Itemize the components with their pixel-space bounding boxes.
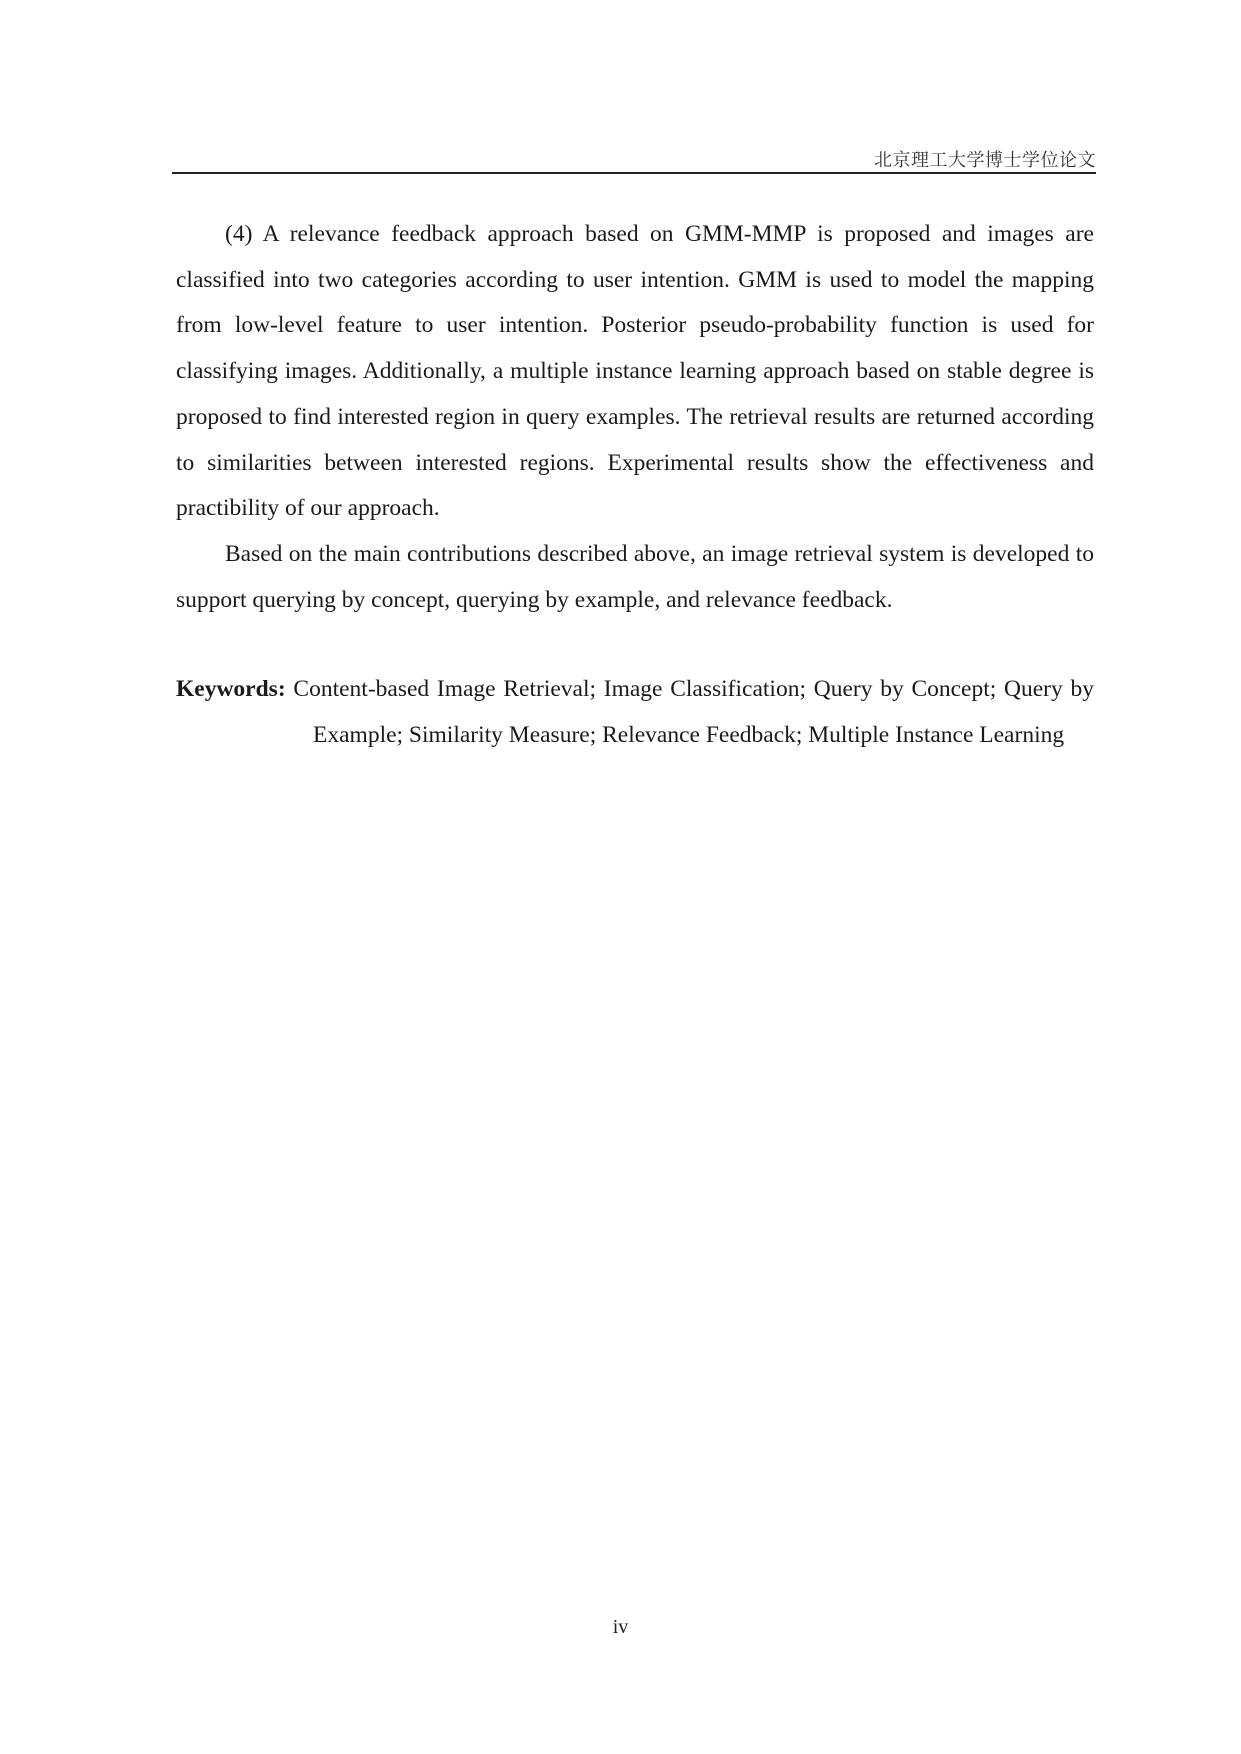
- abstract-paragraph-2: Based on the main contributions described above, an image retrieval system is developed to support querying by concept, querying by example, and relevance feedback.: [176, 540, 1094, 613]
- keywords-label: Keywords:: [176, 676, 286, 702]
- header-rule: [172, 172, 1096, 174]
- abstract-paragraph-1: (4) A relevance feedback approach based on GMM-MMP is proposed and images are classified into two categories according to user intention. GMM is used to model the mapping from low-level feature to user intention. Posterior pseudo-probability function is used for classifying images. Additionally, a multiple instance learning approach based on stable degree is proposed to find interested region in query examples. The retrieval results are returned according to similarities between interested regions. Experimental results show the effectiveness and practibility of our approach.: [176, 221, 1094, 522]
- running-header: 北京理工大学博士学位论文: [874, 150, 1096, 171]
- keywords-block: [176, 667, 1094, 758]
- page-number: iv: [612, 1616, 629, 1638]
- keywords-list: Content-based Image Retrieval; Image Classification; Query by Concept; Query by Example; Similarity Measure; Relevance Feedback; Multiple Instance Learning: [293, 676, 1095, 748]
- abstract-body: [176, 212, 1094, 623]
